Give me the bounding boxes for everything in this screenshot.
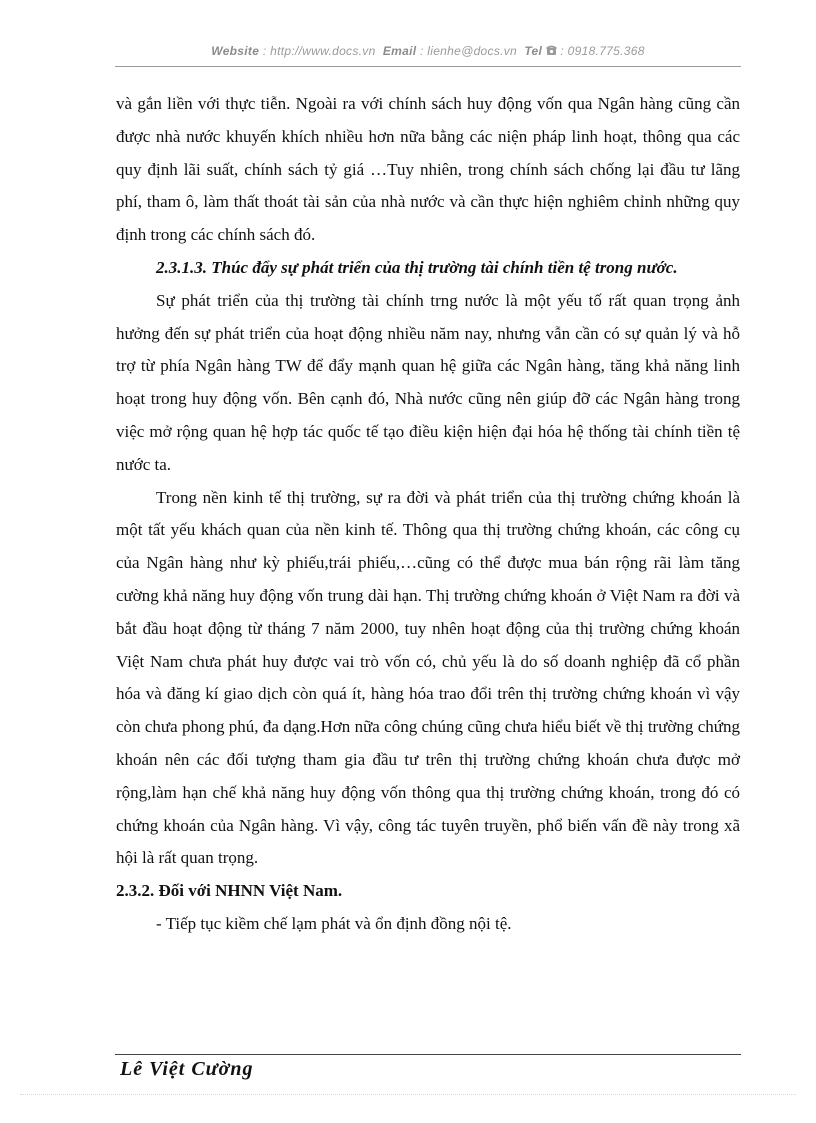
- email-label: Email: [382, 44, 417, 58]
- footer-author: Lê Việt Cường: [120, 1058, 254, 1080]
- email-value: : lienhe@docs.vn: [420, 44, 518, 58]
- document-body: [116, 88, 740, 941]
- website-value: : http://www.docs.vn: [262, 44, 376, 58]
- section-heading: 2.3.2. Đối với NHNN Việt Nam.: [116, 881, 343, 901]
- tel-label: Tel: [524, 44, 543, 58]
- paragraph-4: - Tiếp tục kiềm chế lạm phát và ổn định đồng nội tệ.: [156, 913, 512, 933]
- paragraph-2: Sự phát triển của thị trường tài chính trng nước là một yếu tố rất quan trọng ảnh hưởng đến sự phát triển của hoạt động nhiều năm nay, nhưng vẫn cần có sự quản lý và hỗ trợ từ phía Ngân hàng TW để đẩy mạnh quan hệ giữa các Ngân hàng, tăng khả năng linh hoạt trong huy động vốn. Bên cạnh đó, Nhà nước cũng nên giúp đỡ các Ngân hàng trong việc mở rộng quan hệ hợp tác quốc tế tạo điều kiện hiện đại hóa hệ thống tài chính tiền tệ nước ta.: [116, 290, 740, 474]
- phone-icon: [546, 45, 557, 59]
- header-divider: [115, 66, 741, 67]
- tel-value: : 0918.775.368: [560, 44, 645, 58]
- page-bottom-border: [20, 1094, 796, 1095]
- page-header: [115, 44, 741, 59]
- paragraph-1: và gắn liền với thực tiễn. Ngoài ra với chính sách huy động vốn qua Ngân hàng cũng cần được nhà nước khuyến khích nhiều hơn nữa bằng các niện pháp linh hoạt, thông qua các quy định lãi suất, chính sách tỷ giá …Tuy nhiên, trong chính sách chống lại đầu tư lãng phí, tham ô, làm thất thoát tài sản của nhà nước và cần thực hiện nghiêm chỉnh những quy định trong các chính sách đó.: [116, 94, 740, 245]
- section-subheading: 2.3.1.3. Thúc đẩy sự phát triển của thị trường tài chính tiền tệ trong nước.: [156, 257, 678, 277]
- footer-divider: [115, 1054, 741, 1055]
- paragraph-3: Trong nền kinh tế thị trường, sự ra đời và phát triển của thị trường chứng khoán là một tất yếu khách quan của nền kinh tế. Thông qua thị trường chứng khoán, các công cụ của Ngân hàng như kỳ phiếu,trái phiếu,…cũng có thể được mua bán rộng rãi làm tăng cường khả năng huy động vốn trung dài hạn. Thị trường chứng khoán ở Việt Nam ra đời và bắt đầu hoạt động từ tháng 7 năm 2000, tuy nhên hoạt động của thị trường chứng khoán Việt Nam chưa phát huy được vai trò vốn có, chủ yếu là do số doanh nghiệp đã cổ phần hóa và đăng kí giao dịch còn quá ít, hàng hóa trao đổi trên thị trường chứng khoán vì vậy còn chưa phong phú, đa dạng.Hơn nữa công chúng cũng chưa hiểu biết về thị trường chứng khoán nên các đối tượng tham gia đầu tư trên thị trường chứng khoán chưa được mở rộng,làm hạn chế khả năng huy động vốn thông qua thị trường chứng khoán, trong đó có chứng khoán của Ngân hàng. Vì vậy, công tác tuyên truyền, phổ biến vấn đề này trong xã hội là rất quan trọng.: [116, 487, 740, 868]
- website-label: Website: [211, 44, 260, 58]
